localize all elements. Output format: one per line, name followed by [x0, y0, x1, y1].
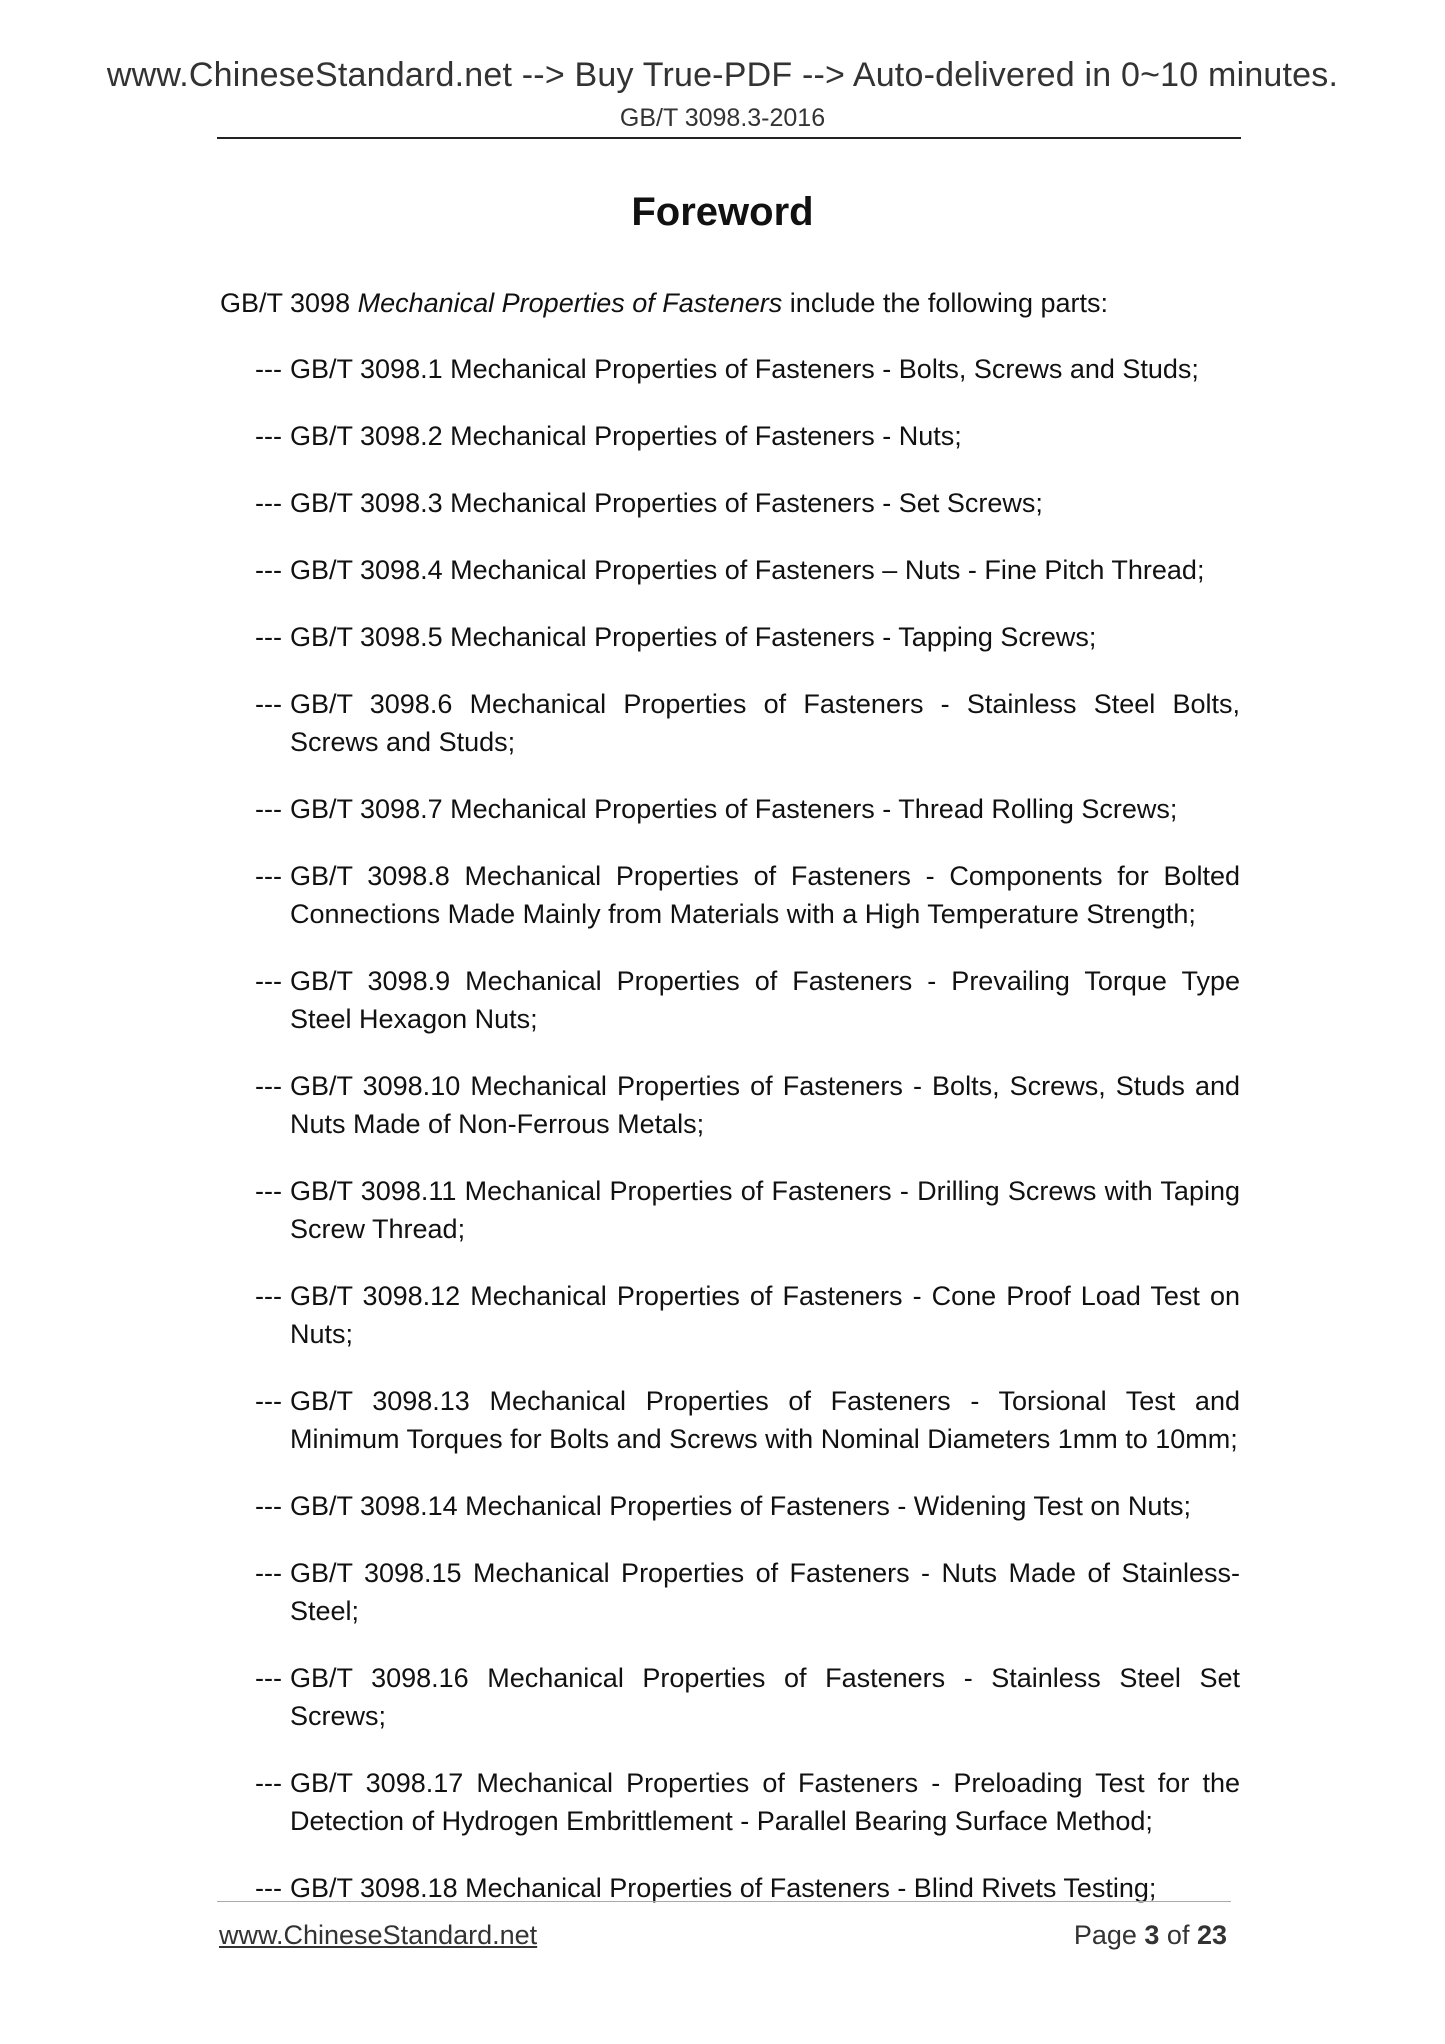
intro-suffix: include the following parts:	[782, 288, 1108, 318]
list-item-text: GB/T 3098.15 Mechanical Properties of Fasteners - Nuts Made of Stainless-Steel;	[290, 1558, 1240, 1626]
list-item	[255, 551, 1240, 589]
standard-parts-list	[255, 350, 1240, 1936]
list-dash: ---	[255, 622, 282, 652]
list-item-text: GB/T 3098.9 Mechanical Properties of Fasteners - Prevailing Torque Type Steel Hexagon Nuts;	[290, 966, 1240, 1034]
list-item	[255, 1659, 1240, 1735]
list-item	[255, 1067, 1240, 1143]
list-item-text: GB/T 3098.17 Mechanical Properties of Fasteners - Preloading Test for the Detection of Hydrogen Embrittlement - Parallel Bearing Surface Method;	[290, 1768, 1240, 1836]
standard-code: GB/T 3098.3-2016	[619, 104, 826, 132]
list-dash: ---	[255, 689, 282, 719]
list-item	[255, 1764, 1240, 1840]
list-dash: ---	[255, 1281, 282, 1311]
page-of: of	[1159, 1920, 1197, 1950]
list-dash: ---	[255, 488, 282, 518]
list-item-text: GB/T 3098.18 Mechanical Properties of Fasteners - Blind Rivets Testing;	[290, 1873, 1157, 1903]
list-item	[255, 962, 1240, 1038]
list-item	[255, 685, 1240, 761]
list-dash: ---	[255, 1663, 282, 1693]
list-item	[255, 618, 1240, 656]
list-dash: ---	[255, 1768, 282, 1798]
list-item-text: GB/T 3098.7 Mechanical Properties of Fasteners - Thread Rolling Screws;	[290, 794, 1178, 824]
list-dash: ---	[255, 1071, 282, 1101]
list-item	[255, 1487, 1240, 1525]
list-item-text: GB/T 3098.2 Mechanical Properties of Fasteners - Nuts;	[290, 421, 962, 451]
list-dash: ---	[255, 1176, 282, 1206]
list-item	[255, 484, 1240, 522]
list-item-text: GB/T 3098.1 Mechanical Properties of Fasteners - Bolts, Screws and Studs;	[290, 354, 1199, 384]
list-dash: ---	[255, 354, 282, 384]
list-item	[255, 350, 1240, 388]
list-item-text: GB/T 3098.4 Mechanical Properties of Fasteners – Nuts - Fine Pitch Thread;	[290, 555, 1205, 585]
list-dash: ---	[255, 1558, 282, 1588]
list-item-text: GB/T 3098.14 Mechanical Properties of Fasteners - Widening Test on Nuts;	[290, 1491, 1191, 1521]
list-dash: ---	[255, 555, 282, 585]
footer-website-link[interactable]: www.ChineseStandard.net	[219, 1920, 538, 1950]
list-item	[255, 857, 1240, 933]
footer-divider	[217, 1901, 1231, 1902]
list-dash: ---	[255, 1491, 282, 1521]
page-total: 23	[1196, 1920, 1227, 1950]
list-dash: ---	[255, 421, 282, 451]
page-current: 3	[1144, 1920, 1160, 1950]
intro-paragraph	[220, 284, 1240, 322]
intro-italic-title: Mechanical Properties of Fasteners	[357, 288, 783, 318]
list-item-text: GB/T 3098.13 Mechanical Properties of Fasteners - Torsional Test and Minimum Torques for Bolts and Screws with Nominal Diameters 1mm to 10mm;	[290, 1386, 1240, 1454]
list-item-text: GB/T 3098.11 Mechanical Properties of Fasteners - Drilling Screws with Taping Screw Thread;	[290, 1176, 1240, 1244]
list-item	[255, 1172, 1240, 1248]
list-item-text: GB/T 3098.5 Mechanical Properties of Fasteners - Tapping Screws;	[290, 622, 1097, 652]
list-item	[255, 790, 1240, 828]
list-item	[255, 1554, 1240, 1630]
intro-prefix: GB/T 3098	[220, 288, 358, 318]
list-item-text: GB/T 3098.16 Mechanical Properties of Fasteners - Stainless Steel Set Screws;	[290, 1663, 1240, 1731]
page-title: Foreword	[631, 190, 814, 234]
list-item-text: GB/T 3098.6 Mechanical Properties of Fasteners - Stainless Steel Bolts, Screws and Studs;	[290, 689, 1240, 757]
list-item	[255, 1382, 1240, 1458]
page-number	[1074, 1920, 1227, 1951]
list-item-text: GB/T 3098.10 Mechanical Properties of Fasteners - Bolts, Screws, Studs and Nuts Made of Non-Ferrous Metals;	[290, 1071, 1240, 1139]
list-item-text: GB/T 3098.8 Mechanical Properties of Fasteners - Components for Bolted Connections Made Mainly from Materials with a High Temperature Strength;	[290, 861, 1240, 929]
list-item	[255, 1277, 1240, 1353]
list-item-text: GB/T 3098.3 Mechanical Properties of Fasteners - Set Screws;	[290, 488, 1043, 518]
list-item-text: GB/T 3098.12 Mechanical Properties of Fasteners - Cone Proof Load Test on Nuts;	[290, 1281, 1240, 1349]
list-dash: ---	[255, 966, 282, 996]
list-dash: ---	[255, 1386, 282, 1416]
list-item	[255, 417, 1240, 455]
list-dash: ---	[255, 794, 282, 824]
list-dash: ---	[255, 1873, 282, 1903]
page-prefix: Page	[1073, 1920, 1145, 1950]
header-banner: www.ChineseStandard.net --> Buy True-PDF --> Auto-delivered in 0~10 minutes.	[106, 56, 1339, 94]
list-dash: ---	[255, 861, 282, 891]
header-divider	[217, 137, 1241, 139]
